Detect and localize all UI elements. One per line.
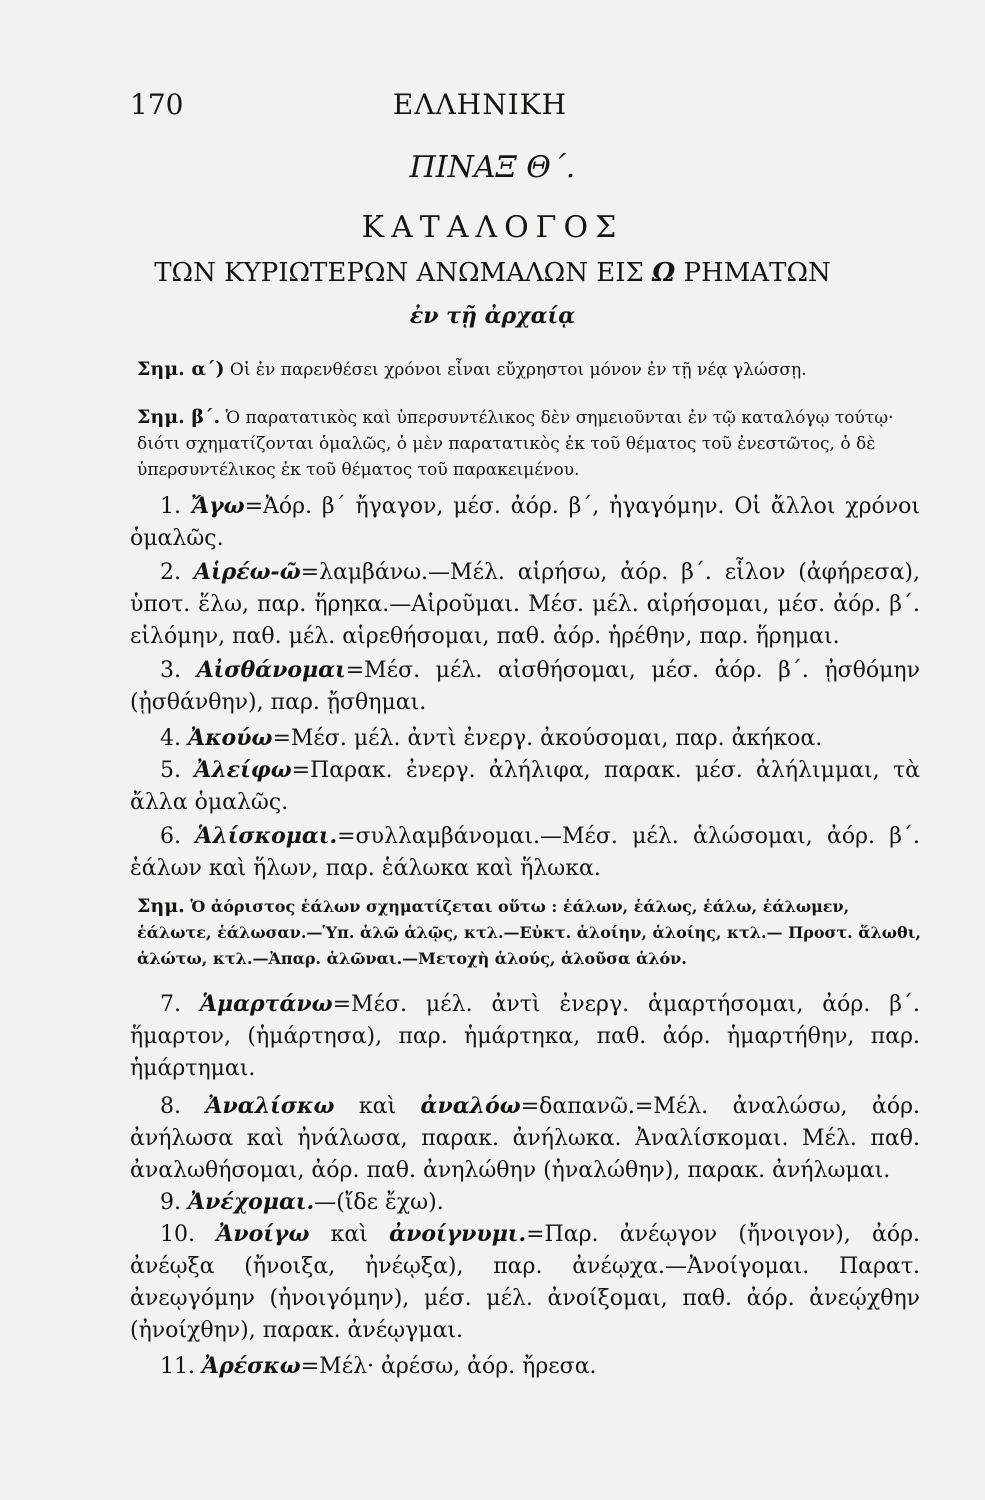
verb-head: Ἀναλίσκω [205, 1093, 335, 1119]
verb-forms: =Μέλ· ἀρέσω, ἀόρ. ἤρεσα. [300, 1354, 597, 1379]
verb-head: Ἀλείφω [194, 757, 292, 783]
page-header [130, 88, 830, 128]
note-label: Σημ. α΄) [137, 358, 225, 380]
verb-forms: =Μέσ. μέλ. αἰσθήσομαι, μέσ. ἀόρ. β΄. ᾐσθόμην (ᾐσθάνθην), παρ. ᾔσθημαι. [130, 658, 920, 715]
list-item [130, 654, 920, 719]
verb-head: Ἀνοίγω [216, 1221, 310, 1247]
item-number: 1. [160, 494, 181, 519]
table-label: ΠΙΝΑΞ Θ΄. [409, 150, 576, 185]
subtitle-pre: ΤΩΝ ΚΥΡΙΩΤΕΡΩΝ ΑΝΩΜΑΛΩΝ ΕΙΣ [154, 258, 653, 288]
note-text: Ὁ παρατατικὸς καὶ ὑπερσυντέλικος δὲν σημειοῦνται ἐν τῷ καταλόγῳ τούτῳ· διότι σχηματίζονται ὁμαλῶς, ὁ μὲν παρατατικὸς ἐκ τοῦ θέματος τοῦ ἐνεστῶτος, ὁ δὲ ὑπερσυντέλικος ἐκ τοῦ θέματος τοῦ παρακειμένου. [137, 408, 894, 480]
item-number: 5. [160, 758, 181, 783]
note-label: Σημ. β΄. [137, 406, 221, 428]
list-item [130, 1090, 920, 1187]
verb-head: Ἄγω [190, 493, 245, 519]
note-b [137, 404, 927, 483]
running-title: ΕΛΛΗΝΙΚΗ [392, 88, 568, 121]
list-item [130, 754, 920, 819]
conjunction: καὶ [334, 1094, 421, 1119]
item-number: 2. [160, 560, 181, 585]
item-number: 4. [160, 726, 181, 751]
list-item [130, 1186, 920, 1219]
list-item [130, 820, 920, 885]
list-item [130, 556, 920, 653]
verb-forms: =Μέσ. μέλ. ἀντὶ ἐνεργ. ἁμαρτήσομαι, ἀόρ. β΄. ἥμαρτον, (ἡμάρτησα), παρ. ἡμάρτηκα, παθ. ἀόρ. ἡμαρτήθην, παρ. ἡμάρτημαι. [130, 992, 920, 1081]
verb-head: Ἀρέσκω [202, 1353, 301, 1379]
verb-head: Ἀκούω [188, 725, 273, 751]
item-number: 6. [160, 824, 181, 849]
list-item [130, 1350, 920, 1383]
verb-forms: =Μέσ. μέλ. ἀντὶ ἐνεργ. ἀκούσομαι, παρ. ἀκήκοα. [272, 726, 823, 751]
verb-forms: =Ἀόρ. β΄ ἤγαγον, μέσ. ἀόρ. β΄, ἠγαγόμην. Οἱ ἄλλοι χρόνοι ὁμαλῶς. [130, 494, 921, 551]
verb-forms: =δαπανῶ.=Μέλ. ἀναλώσω, ἀόρ. ἀνήλωσα καὶ ἠνάλωσα, παρακ. ἀνήλωκα. Ἀναλίσκομαι. Μέλ. παθ. ἀναλωθήσομαι, ἀόρ. παθ. ἀνηλώθην (ἠναλώθην), παρακ. ἀνήλωμαι. [130, 1094, 920, 1183]
special-note [137, 893, 927, 972]
conjunction: καὶ [309, 1222, 390, 1247]
list-item [130, 722, 920, 755]
verb-forms: —(ἴδε ἔχω). [314, 1190, 444, 1215]
verb-head: Αἰσθάνομαι [196, 657, 346, 683]
subtitle-ancient: ἐν τῇ ἀρχαίᾳ [409, 303, 576, 329]
list-item [130, 988, 920, 1085]
item-number: 3. [160, 658, 181, 683]
verb-forms: =Παρακ. ἐνεργ. ἀλήλιφα, παρακ. μέσ. ἀλήλιμμαι, τὰ ἄλλα ὁμαλῶς. [130, 758, 920, 815]
verb-head: Ἁμαρτάνω [199, 991, 333, 1017]
verb-forms: =συλλαμβάνομαι.—Μέσ. μέλ. ἁλώσομαι, ἀόρ. β΄. ἑάλων καὶ ἥλων, παρ. ἑάλωκα καὶ ἥλωκα. [130, 824, 921, 881]
verb-head: Ἁλίσκομαι. [195, 823, 338, 849]
verb-forms: =Παρ. ἀνέῳγον (ἤνοιγον), ἀόρ. ἀνέῳξα (ἤνοιξα, ἠνέῳξα), παρ. ἀνέῳχα.—Ἀνοίγομαι. Παρατ. ἀνεῳγόμην (ἠνοιγόμην), μέσ. μέλ. ἀνοίξομαι, παθ. ἀόρ. ἀνεῴχθην (ἠνοίχθην), παρακ. ἀνέῳγμαι. [130, 1222, 921, 1343]
item-number: 8. [160, 1094, 181, 1119]
verb-head-alt: ἀνοίγνυμι. [389, 1221, 527, 1247]
note-text: Οἱ ἐν παρενθέσει χρόνοι εἶναι εὔχρηστοι μόνον ἐν τῇ νέᾳ γλώσσῃ. [224, 360, 807, 380]
verb-head-alt: ἀναλόω [420, 1093, 521, 1119]
verb-head: Ἀνέχομαι. [188, 1189, 315, 1215]
subtitle-post: ΡΗΜΑΤΩΝ [675, 258, 831, 288]
note-text: Ὁ ἀόριστος ἑάλων σχηματίζεται οὕτω : ἑάλων, ἑάλως, ἑάλω, ἑάλωμεν, ἑάλωτε, ἑάλωσαν.—Ὑπ. ἁλῶ ἁλῷς, κτλ.—Εὐκτ. ἁλοίην, ἁλοίης, κτλ.— Προστ. ἅλωθι, ἁλώτω, κτλ.—Ἀπαρ. ἁλῶναι.—Μετοχὴ ἁλούς, ἁλοῦσα ἁλόν. [137, 897, 921, 968]
verb-forms: =λαμβάνω.—Μέλ. αἱρήσω, ἀόρ. β΄. εἷλον (ἀφήρεσα), ὑποτ. ἕλω, παρ. ἥρηκα.—Αἱροῦμαι. Μέσ. μέλ. αἱρήσομαι, μέσ. ἀόρ. β΄. εἱλόμην, παθ. μέλ. αἱρεθήσομαι, παθ. ἀόρ. ἡρέθην, παρ. ἥρημαι. [130, 560, 920, 649]
item-number: 11. [160, 1354, 195, 1379]
verb-head: Αἱρέω-ῶ [193, 559, 301, 585]
list-item [130, 1218, 920, 1347]
item-number: 10. [160, 1222, 195, 1247]
item-number: 7. [160, 992, 181, 1017]
page-number: 170 [130, 88, 184, 121]
note-label: Σημ. [137, 895, 185, 917]
list-item [130, 490, 920, 555]
item-number: 9. [160, 1190, 181, 1215]
subtitle-omega: Ω [652, 258, 676, 288]
catalog-subtitle [0, 258, 985, 288]
note-a [137, 356, 927, 383]
catalog-title: ΚΑΤΑΛΟΓΟΣ [361, 210, 624, 245]
